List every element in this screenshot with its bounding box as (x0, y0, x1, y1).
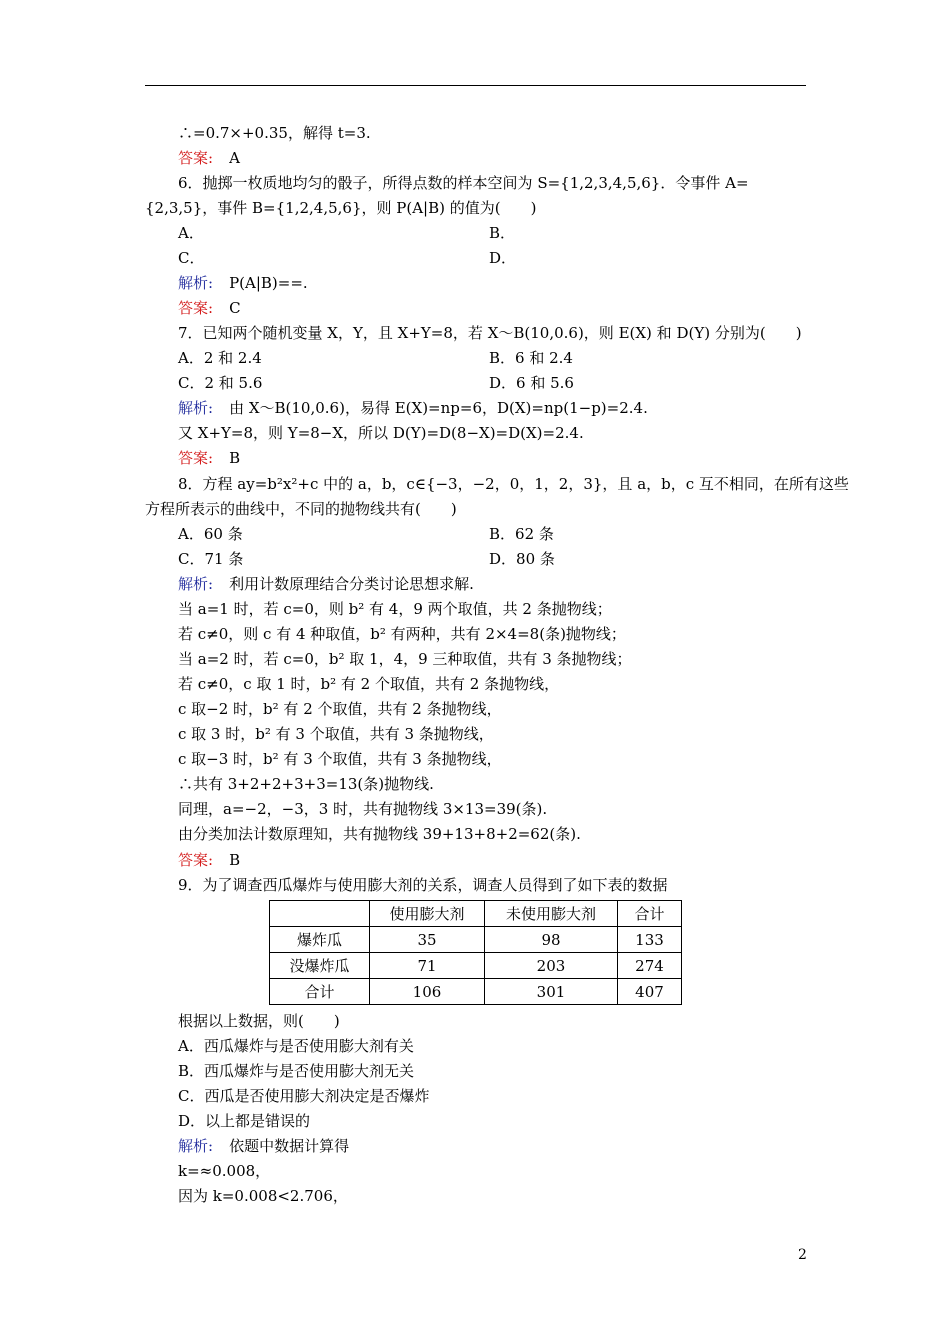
option-a: A．西瓜爆炸与是否使用膨大剂有关 (178, 1037, 414, 1055)
option-a: A．60 条 (178, 525, 243, 543)
text-line: 若 c≠0，则 c 有 4 种取值，b² 有两种，共有 2×4=8(条)抛物线； (178, 625, 626, 643)
analysis-line (178, 273, 308, 293)
text-line: 当 a=1 时，若 c=0，则 b² 有 4，9 两个取值，共 2 条抛物线； (178, 600, 612, 618)
analysis-text: 利用计数原理结合分类讨论思想求解. (229, 575, 474, 593)
table-cell: 合计 (270, 979, 370, 1005)
text-line: k=≈0.008， (178, 1162, 271, 1180)
answer-label: 答案: (178, 149, 214, 167)
option-c: C． (178, 249, 205, 267)
answer-label: 答案: (178, 299, 214, 317)
option-a: A． (178, 224, 204, 242)
text-line: 若 c≠0，c 取 1 时，b² 有 2 个取值，共有 2 条抛物线， (178, 675, 560, 693)
text-line: c 取−2 时，b² 有 2 个取值，共有 2 条抛物线， (178, 700, 502, 718)
text-line: ∴=0.7×+0.35，解得 t=3. (178, 124, 371, 142)
table-cell (270, 901, 370, 927)
header-rule (145, 85, 806, 86)
table-row (270, 953, 682, 979)
table-cell: 71 (370, 953, 485, 979)
text-line: c 取−3 时，b² 有 3 个取值，共有 3 条抛物线， (178, 750, 502, 768)
option-b: B．6 和 2.4 (489, 349, 573, 367)
table-cell: 没爆炸瓜 (270, 953, 370, 979)
option-c: C．2 和 5.6 (178, 374, 263, 392)
analysis-text: 依题中数据计算得 (229, 1137, 350, 1155)
table-cell: 爆炸瓜 (270, 927, 370, 953)
option-c: C．71 条 (178, 550, 244, 568)
question-6-stem: 6．抛掷一枚质地均匀的骰子，所得点数的样本空间为 S={1,2,3,4,5,6}．令事件 A= (178, 174, 749, 192)
text-line: 又 X+Y=8，则 Y=8−X，所以 D(Y)=D(8−X)=D(X)=2.4. (178, 424, 584, 442)
text-line: ∴共有 3+2+2+3+3=13(条)抛物线. (178, 775, 434, 793)
analysis-label: 解析: (178, 1137, 214, 1155)
analysis-label: 解析: (178, 274, 214, 292)
text-line: 同理，a=−2，−3，3 时，共有抛物线 3×13=39(条). (178, 800, 548, 818)
table-cell: 未使用膨大剂 (485, 901, 618, 927)
table-row (270, 979, 682, 1005)
table-cell: 133 (618, 927, 682, 953)
text-line: 根据以上数据，则( ) (178, 1012, 340, 1030)
answer-value: B (229, 851, 241, 869)
question-8-stem-cont: 方程所表示的曲线中，不同的抛物线共有( ) (145, 500, 457, 518)
table-cell: 使用膨大剂 (370, 901, 485, 927)
answer-line (178, 448, 240, 468)
analysis-line (178, 574, 474, 594)
question-7-stem: 7．已知两个随机变量 X，Y，且 X+Y=8，若 X～B(10,0.6)，则 E(X) 和 D(Y) 分别为( ) (178, 324, 802, 342)
answer-line (178, 298, 241, 318)
option-b: B．西瓜爆炸与是否使用膨大剂无关 (178, 1062, 415, 1080)
option-d: D．6 和 5.6 (489, 374, 574, 392)
data-table (269, 900, 682, 1005)
answer-label: 答案: (178, 449, 214, 467)
table-cell: 98 (485, 927, 618, 953)
question-8-stem: 8．方程 ay=b²x²+c 中的 a，b，c∈{−3，−2，0，1，2，3}，且 a，b，c 互不相同，在所有这些 (178, 475, 849, 493)
text-line: 当 a=2 时，若 c=0，b² 取 1，4，9 三种取值，共有 3 条抛物线； (178, 650, 632, 668)
answer-value: A (229, 149, 240, 167)
page-number: 2 (798, 1247, 807, 1263)
table-cell: 407 (618, 979, 682, 1005)
table-cell: 106 (370, 979, 485, 1005)
option-d: D． (489, 249, 517, 267)
option-d: D．80 条 (489, 550, 555, 568)
analysis-text: 由 X～B(10,0.6)，易得 E(X)=np=6，D(X)=np(1−p)=2.4. (229, 399, 648, 417)
table-cell: 203 (485, 953, 618, 979)
analysis-label: 解析: (178, 399, 214, 417)
analysis-text: P(A|B)==. (229, 274, 308, 292)
table-cell: 301 (485, 979, 618, 1005)
text-line: c 取 3 时，b² 有 3 个取值，共有 3 条抛物线， (178, 725, 494, 743)
table-header-row (270, 901, 682, 927)
answer-label: 答案: (178, 851, 214, 869)
option-b: B． (489, 224, 516, 242)
analysis-line (178, 1136, 349, 1156)
text-line: 因为 k=0.008<2.706， (178, 1187, 348, 1205)
table-cell: 274 (618, 953, 682, 979)
table-cell: 35 (370, 927, 485, 953)
question-6-stem-cont: {2,3,5}，事件 B={1,2,4,5,6}，则 P(A|B) 的值为( ) (145, 199, 537, 217)
analysis-line (178, 398, 648, 418)
answer-value: C (229, 299, 241, 317)
option-c: C．西瓜是否使用膨大剂决定是否爆炸 (178, 1087, 430, 1105)
option-d: D．以上都是错误的 (178, 1112, 311, 1130)
answer-value: B (229, 449, 241, 467)
option-a: A．2 和 2.4 (178, 349, 262, 367)
text-line: 由分类加法计数原理知，共有抛物线 39+13+8+2=62(条). (178, 825, 581, 843)
option-b: B．62 条 (489, 525, 554, 543)
analysis-label: 解析: (178, 575, 214, 593)
question-9-stem: 9．为了调查西瓜爆炸与使用膨大剂的关系，调查人员得到了如下表的数据 (178, 876, 668, 894)
answer-line (178, 148, 240, 168)
table-cell: 合计 (618, 901, 682, 927)
answer-line (178, 850, 240, 870)
table-row (270, 927, 682, 953)
